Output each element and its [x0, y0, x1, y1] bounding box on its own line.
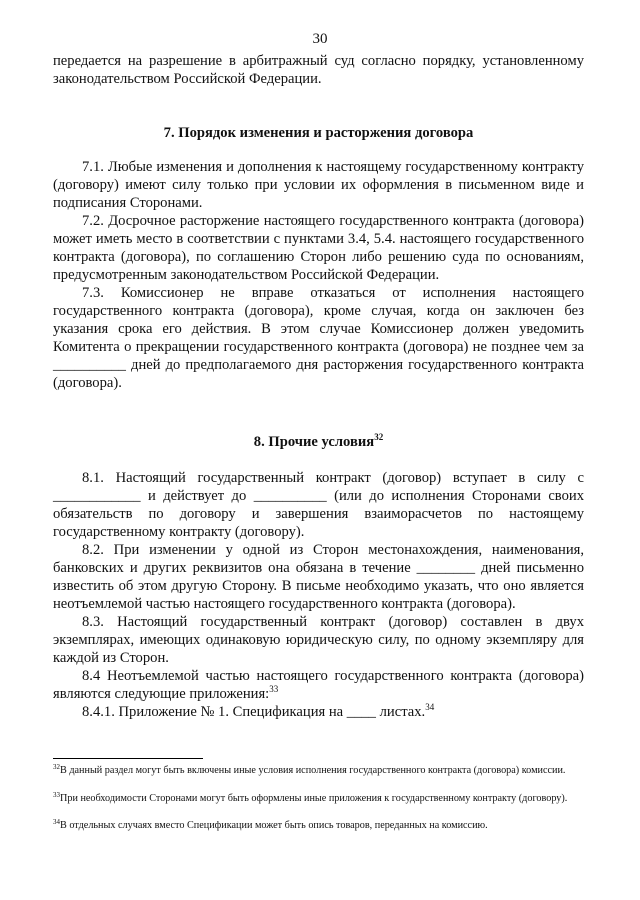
- clause-7-1: 7.1. Любые изменения и дополнения к настоящему государственному контракту (договору) имеют силу только при условии их оформления в письменном виде и подписания Сторонами.: [53, 159, 584, 211]
- section-8-body: [53, 469, 584, 721]
- clause-8-3: 8.3. Настоящий государственный контракт (договор) составлен в двух экземплярах, имеющих одинаковую юридическую силу, по одному экземпляру для каждой из Сторон.: [53, 614, 584, 666]
- footnote-ref-34: 34: [425, 702, 435, 712]
- footnote-number: 34: [53, 818, 60, 826]
- clause-8-2: 8.2. При изменении у одной из Сторон местонахождения, наименования, банковских и других реквизитов она обязана в течение ________ дней письменно известить об этом другую Сторону. В письме необходимо указать, что оно является неотъемлемой частью настоящего государственного контракта (договора).: [53, 542, 584, 612]
- footnote-ref-32: 32: [374, 432, 384, 442]
- clause-7-3: 7.3. Комиссионер не вправе отказаться от исполнения настоящего государственного контракта (договора), кроме случая, когда он заключен без указания срока его действия. В этом случае Комиссионер должен уведомить Комитента о прекращении государственного контракта (договора) не позднее чем за __________ дней до предполагаемого дня расторжения государственного контракта (договора).: [53, 285, 584, 391]
- clause-8-4-1-text: 8.4.1. Приложение № 1. Спецификация на ____ листах.: [82, 704, 426, 720]
- intro-paragraph: [53, 52, 584, 88]
- page-number: 30: [312, 31, 328, 47]
- footnote: [53, 820, 584, 833]
- clause-8-4-text: 8.4 Неотъемлемой частью настоящего государственного контракта (договора) являются следующие приложения:: [53, 668, 584, 702]
- footnote: [53, 793, 584, 806]
- footnote-ref-33: 33: [269, 684, 279, 694]
- clause-8-4: [53, 667, 584, 703]
- section-7-title: 7. Порядок изменения и расторжения договора: [163, 125, 474, 141]
- footnote: [53, 765, 584, 778]
- clause-8-1: 8.1. Настоящий государственный контракт (договор) вступает в силу с ____________ и действует до __________ (или до исполнения Сторонами своих обязательств по договору и завершения взаиморасчетов по настоящему государственному контракту (договору).: [53, 470, 584, 540]
- section-7-body: [53, 158, 584, 392]
- section-8-title: [53, 433, 584, 451]
- section-8-title-text: 8. Прочие условия: [253, 434, 375, 450]
- footnote-text: В данный раздел могут быть включены иные условия исполнения государственного контракта (договора) комиссии.: [60, 765, 566, 776]
- clause-8-4-1: [53, 703, 584, 721]
- footnote-number: 33: [53, 791, 60, 799]
- footnote-separator: [53, 758, 203, 759]
- clause-7-2: 7.2. Досрочное расторжение настоящего государственного контракта (договора) может иметь место в соответствии с пунктами 3.4, 5.4. настоящего государственного контракта (договора), по соглашению Сторон либо решению суда по основаниям, предусмотренным законодательством Российской Федерации.: [53, 213, 584, 283]
- intro-text: передается на разрешение в арбитражный суд согласно порядку, установленному законодательством Российской Федерации.: [53, 53, 584, 87]
- footnote-number: 32: [53, 763, 60, 771]
- footnote-text: В отдельных случаях вместо Спецификации может быть опись товаров, переданных на комиссию.: [60, 820, 488, 831]
- footnote-text: При необходимости Сторонами могут быть оформлены иные приложения к государственному контракту (договору).: [60, 793, 568, 804]
